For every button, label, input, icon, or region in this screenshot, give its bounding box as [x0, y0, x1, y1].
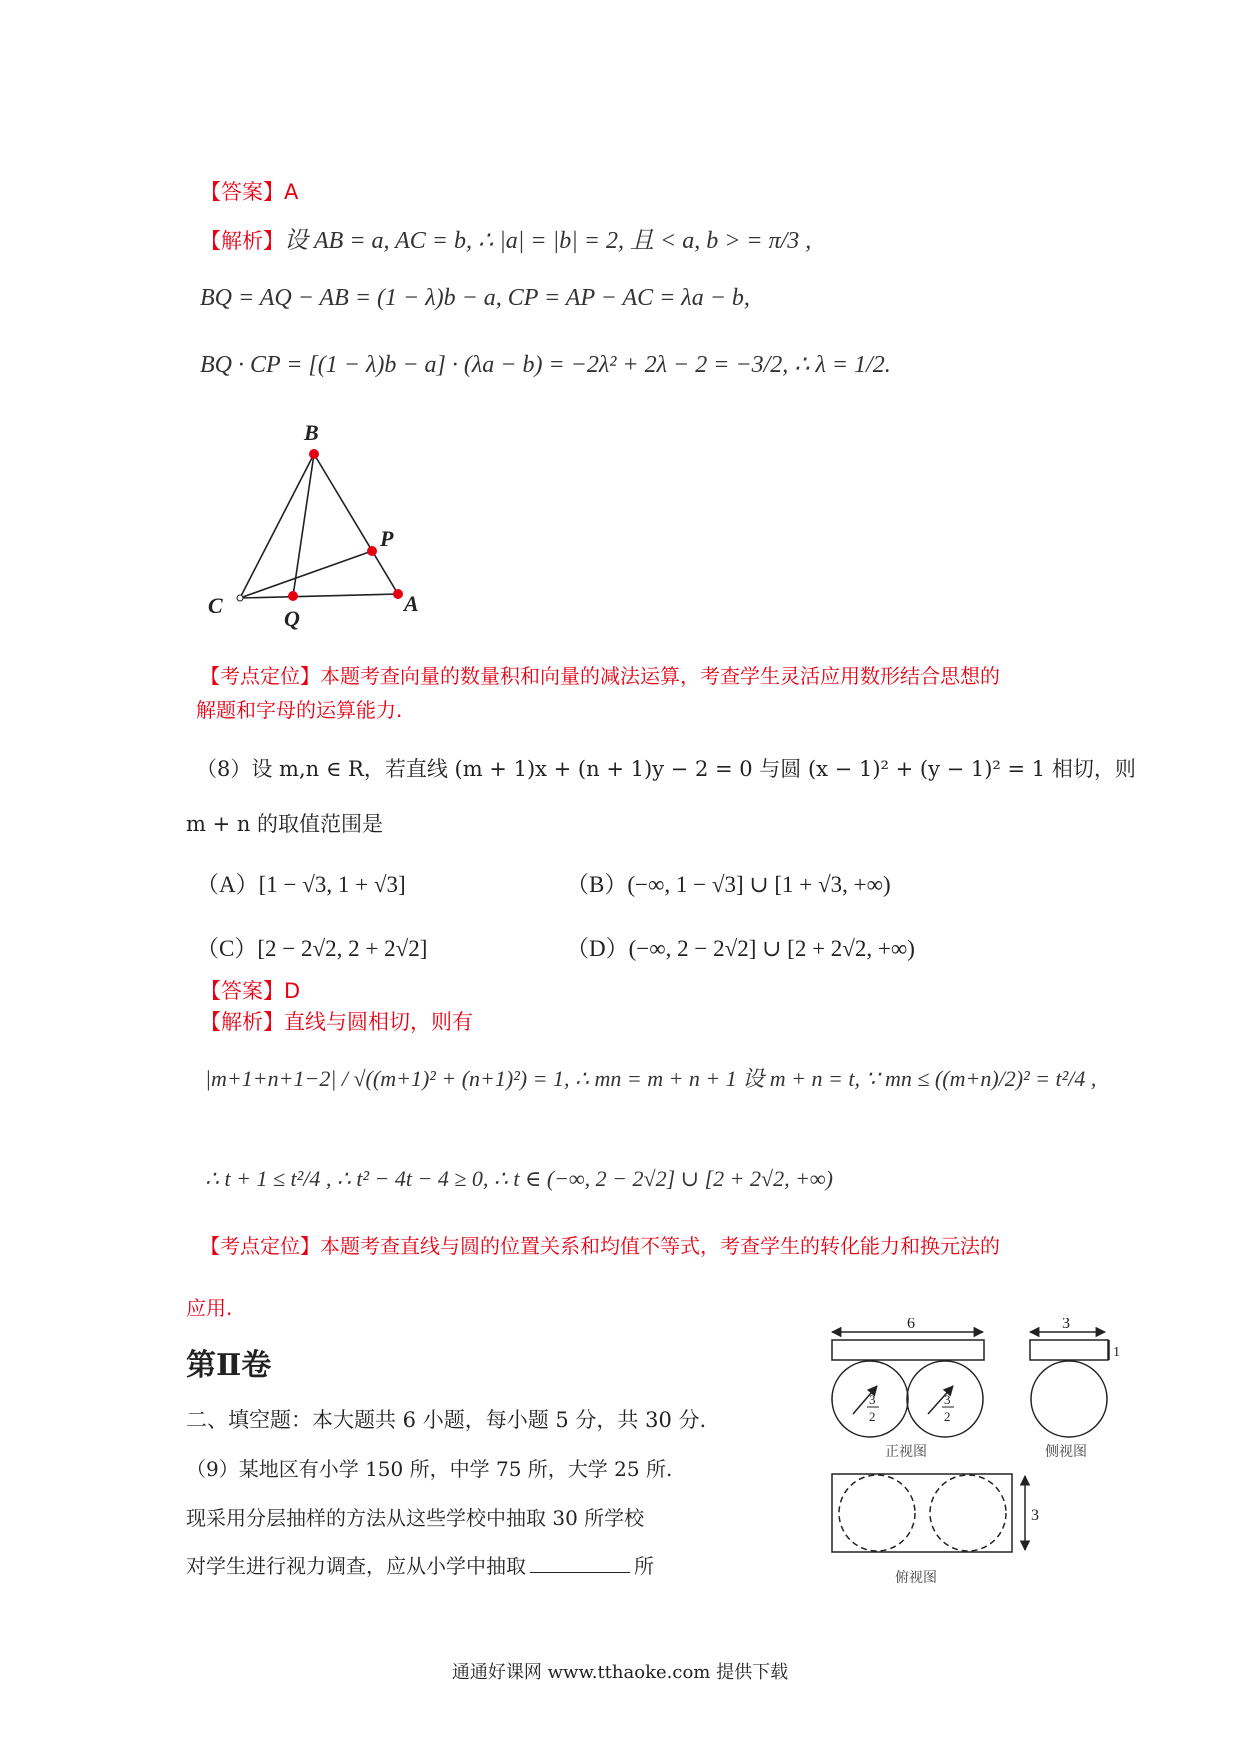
q8-answer-tag: 【答案】: [200, 979, 284, 1003]
q8-eq1: |m+1+n+1−2| / √((m+1)² + (n+1)²) = 1, ∴ mn = m + n + 1 设 m + n = t, ∵ mn ≤ ((m+n)/2)² = t²/4 ,: [205, 1066, 1097, 1091]
point-p: [367, 546, 377, 556]
q7-analysis-tag: 【解析】: [200, 229, 284, 253]
q8-choice-b: （B）(−∞, 1 − √3] ∪ [1 + √3, +∞): [566, 872, 891, 897]
q8-kaodian-text2: 应用.: [186, 1296, 233, 1320]
point-q: [288, 591, 298, 601]
q8-analysis-tag: 【解析】: [200, 1010, 284, 1034]
q7-kaodian-text1: 本题考查向量的数量积和向量的减法运算，考查学生灵活应用数形结合思想的: [320, 664, 1000, 688]
front-top-bar: [832, 1340, 984, 1360]
q7-answer-value: A: [284, 180, 299, 204]
q7-kaodian-line1: [200, 660, 1000, 689]
label-p: P: [380, 526, 394, 551]
label-b: B: [304, 420, 319, 445]
dim-radius-left-den: 2: [869, 1409, 876, 1424]
top-rectangle: [832, 1474, 1012, 1552]
label-q: Q: [284, 606, 300, 631]
q8-answer-line: [200, 975, 300, 1005]
q9-line3: [186, 1550, 654, 1579]
dim-side-height: 1: [1113, 1345, 1120, 1360]
q8-choice-c: （C）[2 − 2√2, 2 + 2√2]: [196, 936, 428, 961]
side-view-caption: 侧视图: [1045, 1444, 1087, 1460]
q7-kaodian-text2: 解题和字母的运算能力.: [196, 698, 403, 722]
q8-choice-a: （A）[1 − √3, 1 + √3]: [196, 872, 406, 897]
segment-ba: [314, 454, 398, 594]
top-circle-left: [839, 1475, 915, 1551]
q7-analysis-line1: [200, 220, 811, 255]
q9-line1: （9）某地区有小学 150 所，中学 75 所，大学 25 所.: [186, 1457, 673, 1481]
q9-answer-blank[interactable]: [530, 1554, 630, 1573]
dim-top-height: 3: [1031, 1507, 1039, 1524]
q8-kaodian-line1: [200, 1230, 1000, 1259]
label-c: C: [208, 593, 223, 618]
part2-heading: 第Ⅱ卷: [186, 1348, 272, 1383]
front-view-caption: 正视图: [885, 1444, 927, 1460]
top-view: [832, 1474, 1025, 1552]
segment-ca: [240, 594, 398, 598]
q9-line2: 现采用分层抽样的方法从这些学校中抽取 30 所学校: [186, 1506, 645, 1530]
page-footer: 通通好课网 www.tthaoke.com 提供下载: [451, 1662, 789, 1683]
point-c: [237, 595, 243, 601]
top-circle-right: [930, 1475, 1006, 1551]
q7-kaodian-tag: 【考点定位】: [200, 664, 320, 688]
q8-analysis-line: [200, 1006, 473, 1036]
q7-triangle-figure: [200, 418, 440, 638]
q7-line1: 设 AB = a, AC = b, ∴ |a| = |b| = 2, 且 < a, b > = π/3 ,: [284, 228, 812, 254]
label-a: A: [404, 591, 419, 616]
q7-line3: BQ · CP = [(1 − λ)b − a] · (λa − b) = −2λ² + 2λ − 2 = −3/2, ∴ λ = 1/2.: [200, 352, 891, 378]
three-view-figure: [825, 1318, 1135, 1598]
q8-choice-d: （D）(−∞, 2 − 2√2] ∪ [2 + 2√2, +∞): [566, 936, 915, 961]
side-circle: [1031, 1361, 1107, 1437]
point-a: [393, 589, 403, 599]
part2-section-title: 二、填空题：本大题共 6 小题，每小题 5 分，共 30 分.: [186, 1408, 707, 1432]
side-top-bar: [1030, 1340, 1108, 1360]
q8-stem-line1: （8）设 m,n ∈ R，若直线 (m + 1)x + (n + 1)y − 2 = 0 与圆 (x − 1)² + (y − 1)² = 1 相切，则: [196, 757, 1136, 781]
dim-side-width: 3: [1062, 1318, 1070, 1332]
top-view-caption: 俯视图: [895, 1570, 937, 1586]
q8-answer-value: D: [284, 979, 301, 1003]
q8-analysis-text: 直线与圆相切，则有: [284, 1010, 473, 1034]
dim-front-width: 6: [907, 1318, 915, 1332]
q8-kaodian-tag: 【考点定位】: [200, 1234, 320, 1258]
q8-eq2: ∴ t + 1 ≤ t²/4 , ∴ t² − 4t − 4 ≥ 0, ∴ t ∈ (−∞, 2 − 2√2] ∪ [2 + 2√2, +∞): [205, 1166, 833, 1191]
q8-kaodian-text1: 本题考查直线与圆的位置关系和均值不等式，考查学生的转化能力和换元法的: [320, 1234, 1000, 1258]
q7-answer-line: [200, 176, 298, 206]
dim-radius-left-num: 3: [869, 1392, 876, 1407]
front-view: [832, 1332, 984, 1437]
q8-stem-line2: m + n 的取值范围是: [186, 812, 384, 836]
side-view: [1030, 1332, 1109, 1437]
point-b: [309, 449, 319, 459]
q9-line3-text: 对学生进行视力调查，应从小学中抽取: [186, 1554, 526, 1578]
dim-radius-right-num: 3: [944, 1392, 951, 1407]
q7-line2: BQ = AQ − AB = (1 − λ)b − a, CP = AP − AC = λa − b,: [200, 285, 750, 311]
q7-answer-tag: 【答案】: [200, 180, 284, 204]
q9-end-text: 所: [634, 1554, 654, 1578]
dim-radius-right-den: 2: [944, 1409, 951, 1424]
